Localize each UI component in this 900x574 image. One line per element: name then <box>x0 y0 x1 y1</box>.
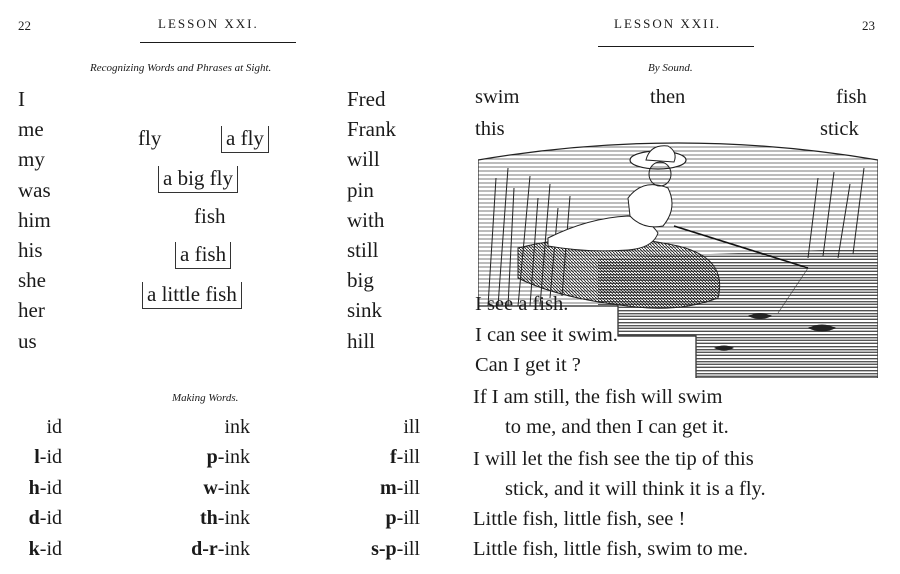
sound-word: swim <box>475 86 520 108</box>
list-item: ink <box>224 416 250 438</box>
reading-line: If I am still, the fish will swim <box>473 386 723 408</box>
sight-words-column-1 <box>18 84 51 356</box>
sight-word: pin <box>347 177 374 202</box>
making-words-column-3 <box>340 412 420 564</box>
section-title-by-sound: By Sound. <box>648 62 693 74</box>
title-rule-left <box>140 42 296 43</box>
list-item: k-id <box>28 537 62 560</box>
phrase-a-little-fish: a little fish <box>142 282 242 309</box>
phrase-fish: fish <box>194 204 226 228</box>
sight-word: will <box>347 147 380 172</box>
sight-word: hill <box>347 328 376 353</box>
list-item: f-ill <box>389 446 420 469</box>
sight-word: I <box>18 87 25 111</box>
section-title-sight: Recognizing Words and Phrases at Sight. <box>90 62 272 74</box>
list-item: d-id <box>28 507 62 530</box>
list-item: th-ink <box>199 507 250 530</box>
list-item: m-ill <box>379 476 420 499</box>
sight-word: still <box>347 238 379 263</box>
lesson-title-right: LESSON XXII. <box>614 16 722 31</box>
sight-word: sink <box>347 298 383 323</box>
page-number-left: 22 <box>18 18 31 33</box>
title-rule-right <box>598 46 754 47</box>
sight-word: my <box>18 147 45 172</box>
list-item: d-r-ink <box>191 537 250 560</box>
reading-line: Little fish, little fish, see ! <box>473 508 686 530</box>
sound-word: then <box>650 86 686 108</box>
sight-word: him <box>18 207 51 232</box>
list-item: h-id <box>28 476 62 499</box>
reading-line: I can see it swim. <box>475 324 618 346</box>
reading-line: I see a fish. <box>475 293 569 315</box>
sound-word: stick <box>820 118 859 140</box>
making-words-column-2 <box>160 412 250 564</box>
sight-word: Frank <box>347 117 396 142</box>
list-item: w-ink <box>203 476 250 499</box>
reading-line: to me, and then I can get it. <box>505 416 729 438</box>
phrase-fly: fly <box>138 126 162 150</box>
list-item: p-ink <box>206 446 250 469</box>
phrase-a-big-fly: a big fly <box>158 166 238 193</box>
phrase-a-fly: a fly <box>221 126 269 153</box>
reading-line: Little fish, little fish, swim to me. <box>473 538 749 560</box>
sight-word: was <box>18 177 51 202</box>
sound-word: fish <box>836 86 867 108</box>
list-item: id <box>46 416 62 438</box>
reading-line: Can I get it ? <box>475 354 581 376</box>
list-item: s-p-ill <box>371 537 420 560</box>
sight-word: with <box>347 207 385 232</box>
sight-word: me <box>18 117 44 142</box>
sight-words-column-3 <box>347 84 396 356</box>
reading-line: stick, and it will think it is a fly. <box>505 478 766 500</box>
phrase-a-fish: a fish <box>175 242 231 269</box>
sight-word: her <box>18 298 45 323</box>
list-item: p-ill <box>385 507 420 530</box>
sight-word: Fred <box>347 87 386 111</box>
sight-word: she <box>18 268 46 293</box>
page-number-right: 23 <box>862 18 875 33</box>
reading-line: I will let the fish see the tip of this <box>473 448 754 470</box>
making-words-column-1 <box>18 412 62 564</box>
lesson-title-left: LESSON XXI. <box>158 16 259 31</box>
sight-word: big <box>347 268 374 293</box>
sight-word: his <box>18 238 43 263</box>
section-title-making-words: Making Words. <box>172 392 239 404</box>
list-item: ill <box>403 416 420 438</box>
sight-word: us <box>18 328 37 353</box>
list-item: l-id <box>34 446 62 469</box>
sound-word: this <box>475 118 505 140</box>
